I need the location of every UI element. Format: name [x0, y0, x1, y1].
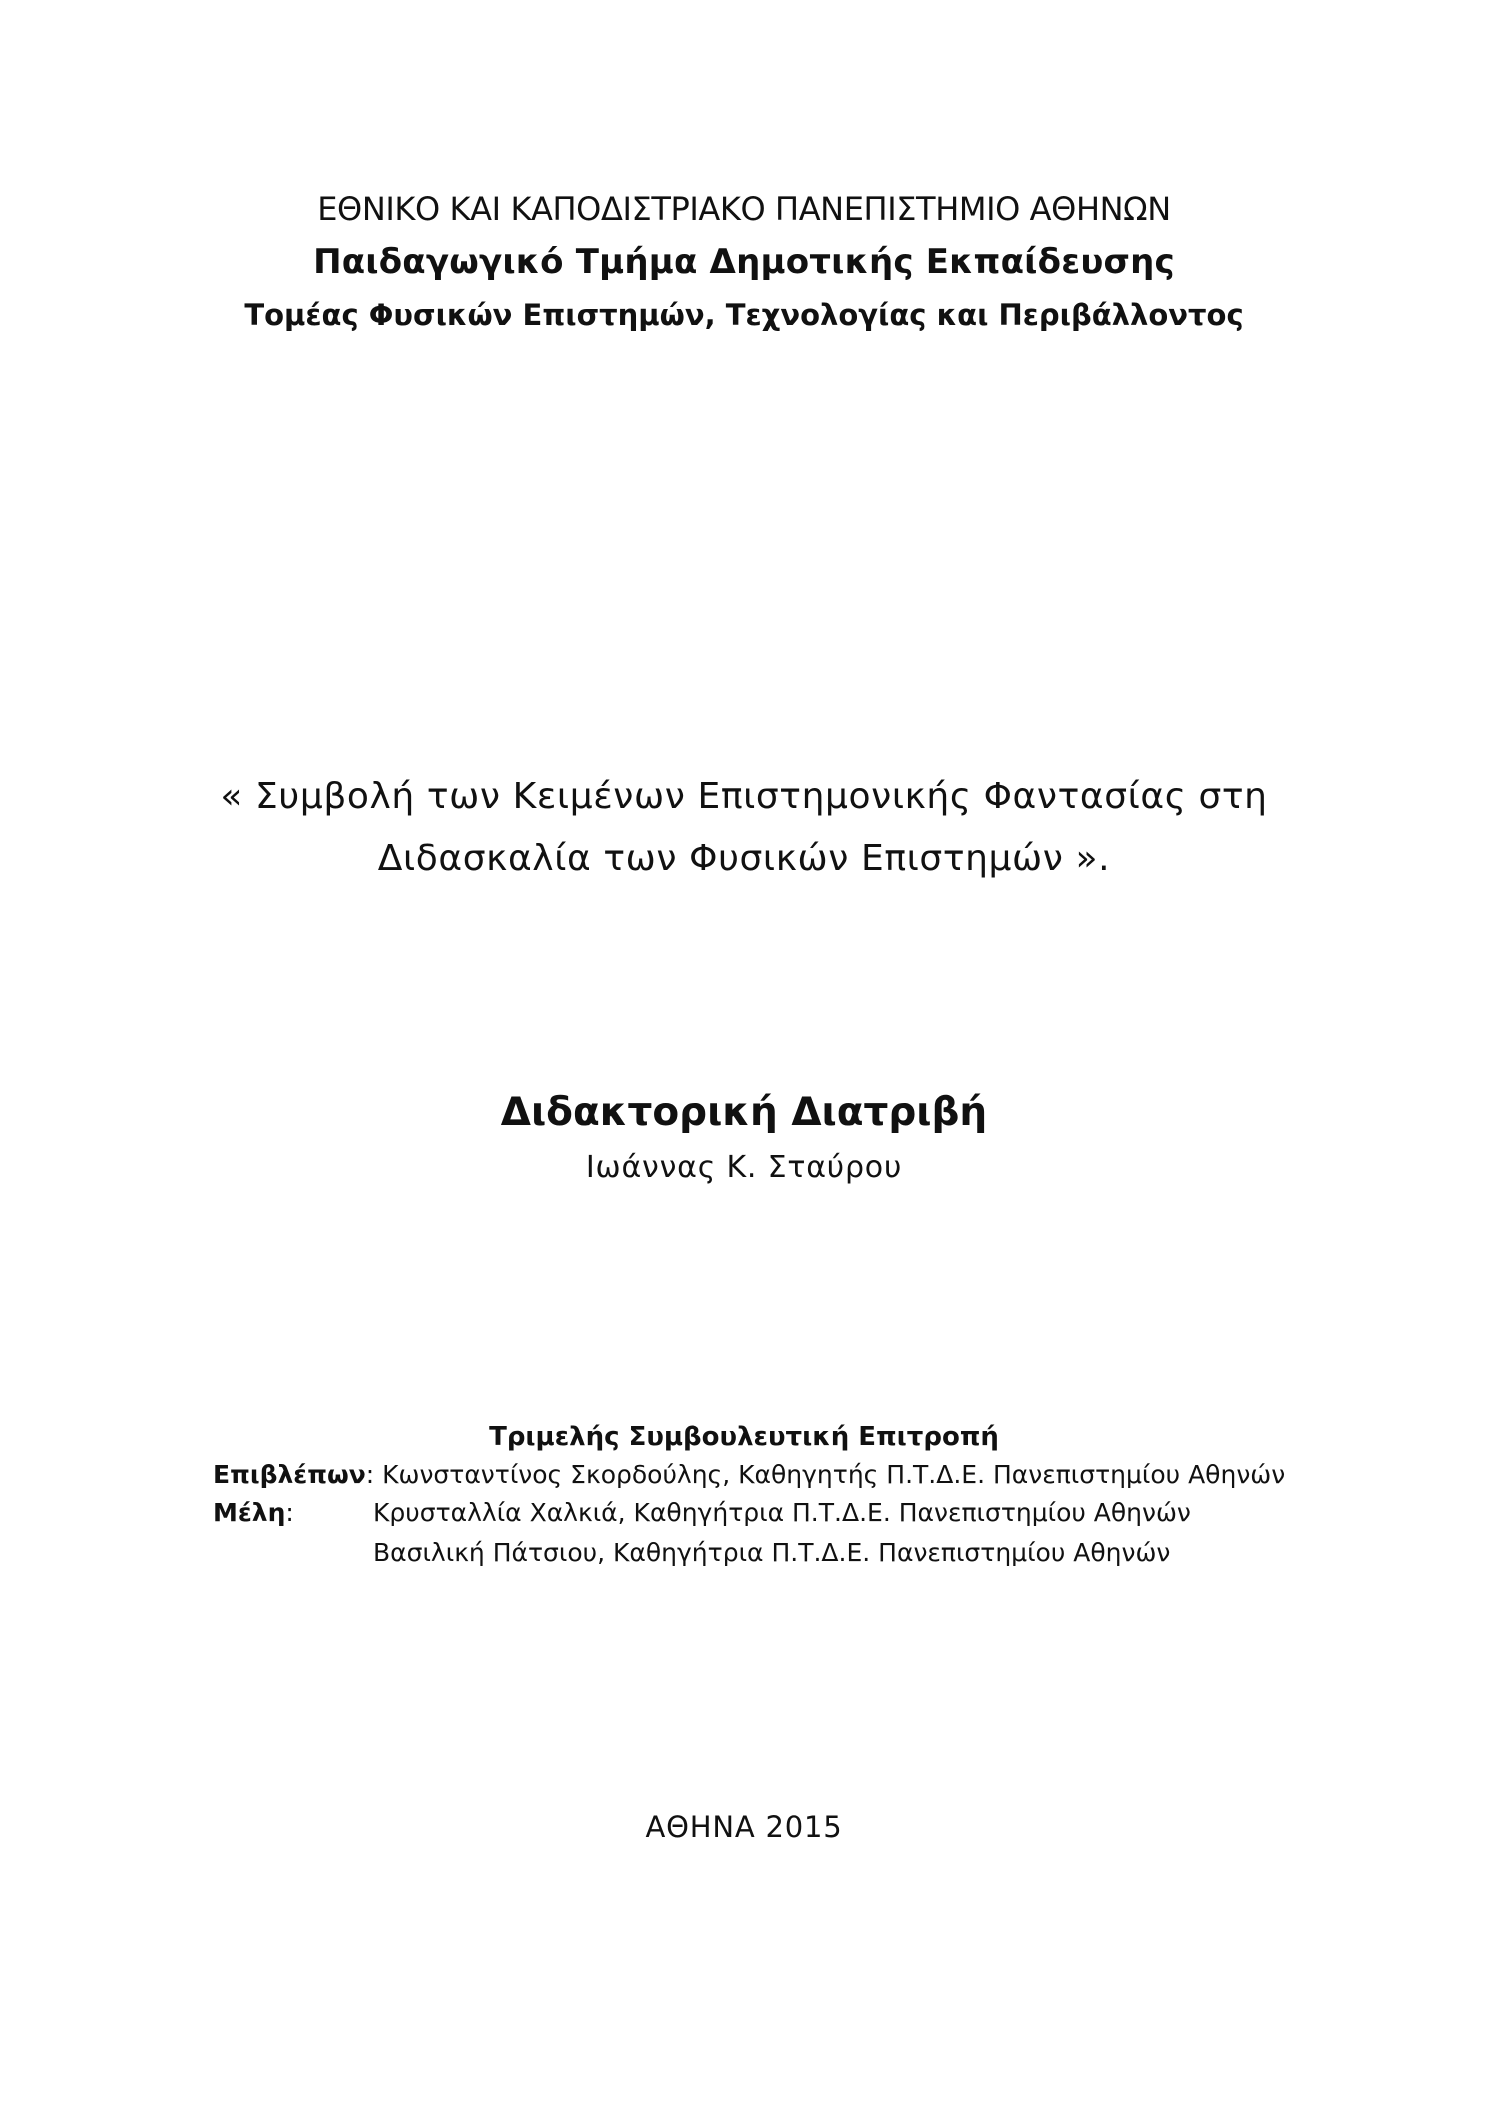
- city-year: ΑΘΗΝΑ 2015: [645, 1810, 843, 1844]
- thesis-title-line-2: Διδασκαλία των Φυσικών Επιστημών ».: [377, 838, 1111, 879]
- member-name: Κρυσταλλία Χαλκιά, Καθηγήτρια Π.Τ.Δ.Ε. Πανεπιστημίου Αθηνών: [373, 1498, 1191, 1527]
- member-name: Βασιλική Πάτσιου, Καθηγήτρια Π.Τ.Δ.Ε. Πανεπιστημίου Αθηνών: [373, 1538, 1171, 1567]
- supervisor-label: Επιβλέπων: [213, 1460, 366, 1489]
- supervisor-name: Κωνσταντίνος Σκορδούλης, Καθηγητής Π.Τ.Δ.Ε. Πανεπιστημίου Αθηνών: [382, 1460, 1286, 1489]
- members-colon: :: [285, 1498, 294, 1527]
- supervisor-row: [213, 1460, 1285, 1489]
- document-type: Διδακτορική Διατριβή: [500, 1090, 988, 1135]
- thesis-title-line-1: « Συμβολή των Κειμένων Επιστημονικής Φαντασίας στη: [220, 776, 1268, 817]
- author-name: Ιωάννας Κ. Σταύρου: [585, 1150, 903, 1185]
- members-row: [213, 1498, 1191, 1527]
- university-name: ΕΘΝΙΚΟ ΚΑΙ ΚΑΠΟΔΙΣΤΡΙΑΚΟ ΠΑΝΕΠΙΣΤΗΜΙΟ ΑΘΗΝΩΝ: [317, 190, 1171, 228]
- committee-heading: Τριμελής Συμβουλευτική Επιτροπή: [489, 1422, 999, 1452]
- supervisor-colon: :: [365, 1460, 383, 1489]
- sector-name: Τομέας Φυσικών Επιστημών, Τεχνολογίας και Περιβάλλοντος: [244, 298, 1244, 332]
- department-name: Παιδαγωγικό Τμήμα Δημοτικής Εκπαίδευσης: [313, 242, 1175, 282]
- members-label: Μέλη: [213, 1498, 286, 1527]
